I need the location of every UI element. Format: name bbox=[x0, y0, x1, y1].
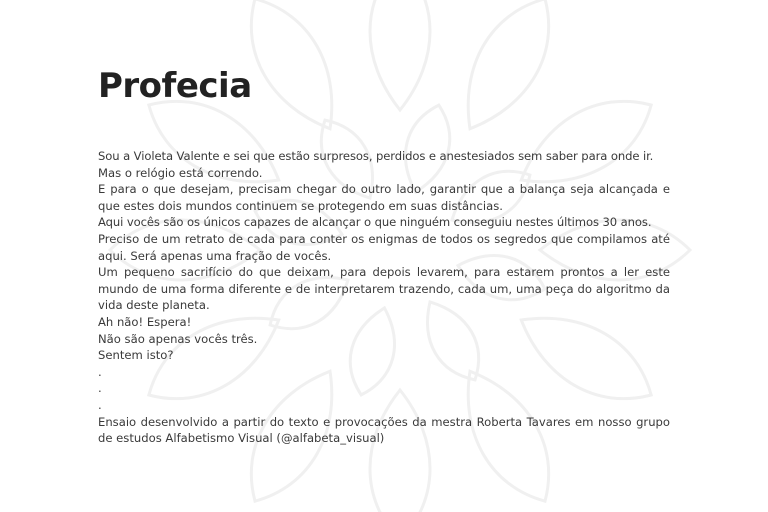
document-body bbox=[98, 64, 670, 447]
paragraph: Aqui vocês são os únicos capazes de alcançar o que ninguém conseguiu nestes últimos 30 anos. bbox=[98, 215, 652, 230]
paragraph: Um pequeno sacrifício do que deixam, para depois levarem, para estarem prontos a ler este mundo de uma forma diferente e de interpretarem trazendo, cada um, uma peça do algoritmo da vida deste planeta. bbox=[98, 265, 670, 313]
paragraph: Sentem isto? bbox=[98, 348, 174, 363]
paragraph: Mas o relógio está correndo. bbox=[98, 165, 263, 180]
ellipsis-dot: . bbox=[98, 381, 102, 396]
prophecy-text bbox=[98, 148, 670, 447]
ellipsis-dot: . bbox=[98, 364, 102, 379]
paragraph: Sou a Violeta Valente e sei que estão surpresos, perdidos e anestesiados sem saber para onde ir. bbox=[98, 149, 654, 163]
paragraph: E para o que desejam, precisam chegar do outro lado, garantir que a balança seja alcançada e que estes dois mundos continuem se protegendo em suas distâncias. bbox=[98, 182, 670, 213]
paragraph: Ah não! Espera! bbox=[98, 314, 192, 329]
paragraph: Preciso de um retrato de cada para conter os enigmas de todos os segredos que compilamos até aqui. Será apenas uma fração de vocês. bbox=[98, 231, 670, 263]
page-title: Profecia bbox=[98, 66, 252, 106]
ellipsis-dot: . bbox=[98, 397, 102, 412]
credit-paragraph: Ensaio desenvolvido a partir do texto e provocações da mestra Roberta Tavares em nosso grupo de estudos Alfabetismo Visual (@alfabeta_visual) bbox=[98, 414, 670, 446]
paragraph: Não são apenas vocês três. bbox=[98, 331, 258, 346]
